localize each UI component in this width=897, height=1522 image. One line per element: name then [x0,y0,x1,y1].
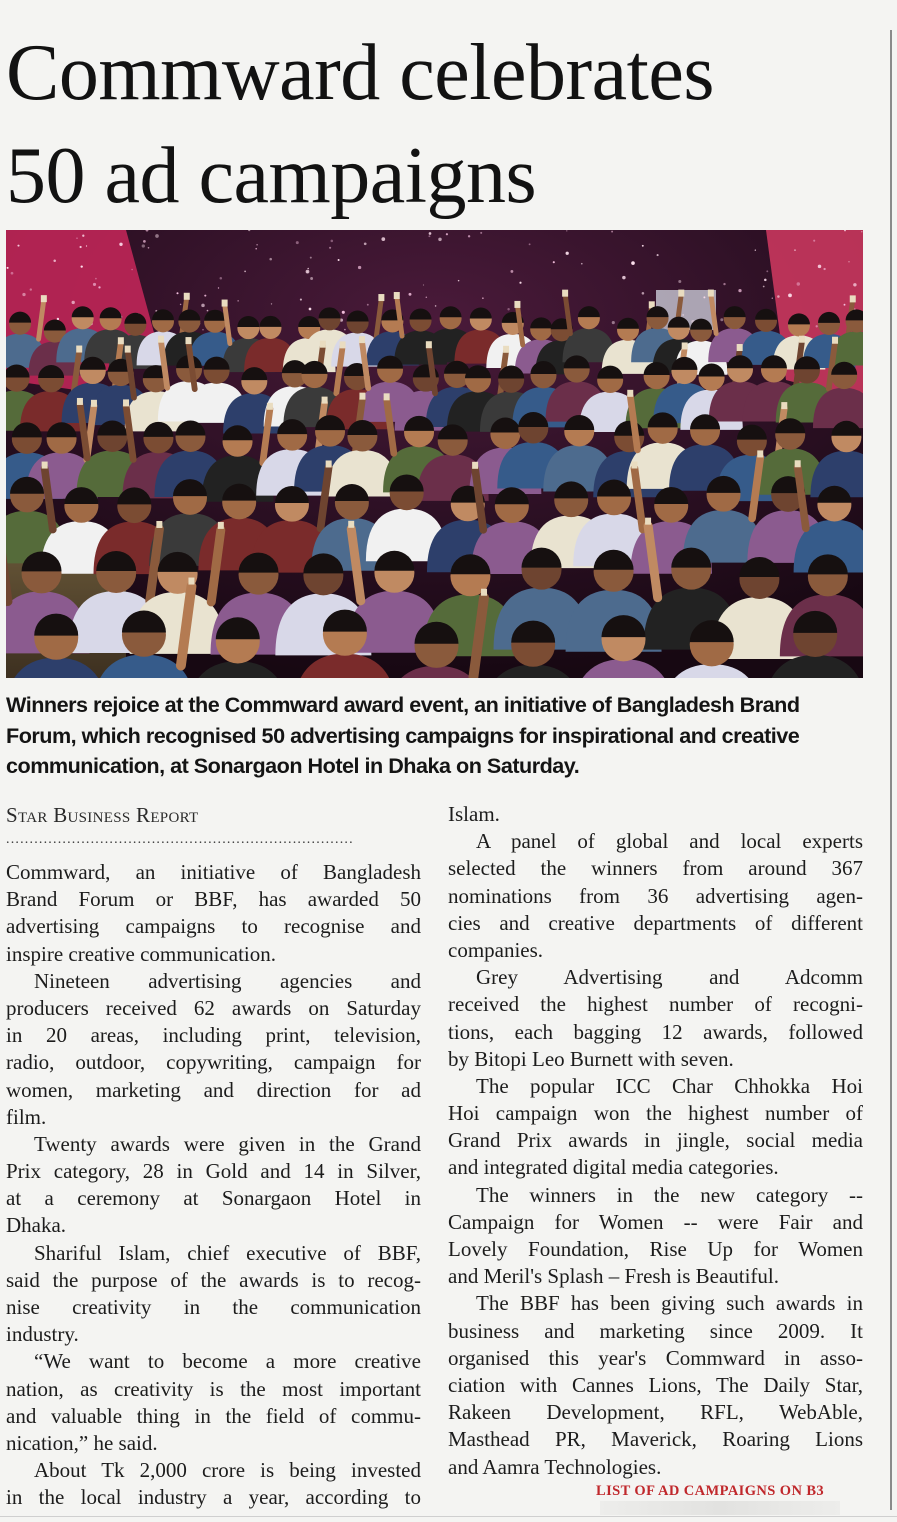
stage-light [271,303,272,304]
photo-caption [6,690,866,782]
stage-light [678,280,681,283]
stage-light [553,261,555,263]
text-line: nominations from 36 advertising agen- [448,883,863,908]
text-line: at a ceremony at Sonargaon Hotel in [6,1186,421,1211]
stage-light [764,279,767,282]
stage-light [438,238,441,241]
stage-light [256,244,258,246]
stage-light [95,278,97,280]
stage-light [861,231,862,232]
text-line: advertising campaigns to recognise and [6,914,421,939]
stage-light [7,267,9,269]
stage-light [364,242,367,245]
bottom-rule [0,1516,897,1517]
text-line: by Bitopi Leo Burnett with seven. [448,1046,734,1071]
text-line: Islam. [448,802,500,826]
stage-light [510,270,513,273]
text-line: Grey Advertising and Adcomm [476,965,863,990]
stage-light [788,294,792,298]
stage-light [338,259,340,261]
text-line: film. [6,1104,47,1129]
text-line: Lovely Foundation, Rise Up for Women [448,1237,863,1261]
stage-light [777,295,780,298]
text-line: radio, outdoor, copywriting, campaign for [6,1050,421,1075]
ghost-print [600,1501,840,1515]
stage-light [22,293,25,296]
text-line: women, marketing and direction for ad [6,1077,421,1102]
stage-light [409,293,412,296]
stage-light [80,246,82,248]
text-line: and Aamra Technologies. [448,1454,662,1479]
text-line: Nineteen advertising agencies and [34,968,421,993]
stage-light [723,283,725,285]
text-line: nication,” he said. [6,1430,158,1455]
stage-light [310,277,313,280]
text-line: Shariful Islam, chief executive of BBF, [34,1240,421,1265]
stage-light [818,265,822,269]
stage-light [244,271,246,273]
text-line: inspire creative communication. [6,941,276,966]
stage-light [142,244,145,247]
stage-light [155,234,159,238]
stage-light [180,304,182,306]
stage-light [119,243,122,246]
stage-light [269,258,272,261]
article-column-left [6,801,421,1512]
text-line: nation, as creativity is the most important [6,1376,421,1401]
text-line: said the purpose of the awards is to recog- [6,1267,421,1292]
article-column-right [448,801,863,1481]
caption-line: Forum, which recognised 50 advertising campaigns for inspirational and creative [6,722,800,748]
stage-light [81,265,83,267]
stage-light [307,268,309,270]
headline-line-2: 50 ad campaigns [6,132,537,220]
text-line: tions, each bagging 12 awards, followed [448,1019,863,1044]
byline: Star Business Report [6,803,199,827]
stage-light [17,245,19,247]
stage-light [86,245,87,246]
text-line: Brand Forum or BBF, has awarded 50 [6,887,421,912]
stage-light [342,311,345,314]
text-line: received the highest number of recogni- [448,992,863,1017]
stage-light [204,295,206,297]
stage-light [797,282,800,285]
stage-light [255,248,257,250]
text-line: Twenty awards were given in the Grand [34,1131,421,1156]
text-line: Campaign for Women -- were Fair and [448,1209,863,1234]
headline [6,22,886,228]
text-line: business and marketing since 2009. It [448,1318,863,1343]
stage-light [720,318,723,321]
text-line: The BBF has been giving such awards in [476,1291,863,1316]
column-rule [890,30,892,1510]
stage-light [300,299,302,301]
stage-light [642,245,644,247]
stage-light [631,261,635,265]
stage-light [446,233,448,235]
stage-light [848,261,849,262]
stage-light [76,237,78,239]
stage-light [306,270,310,274]
stage-light [218,287,219,288]
stage-light [581,263,583,265]
stage-light [207,310,209,312]
text-line: organised this year's Commward in asso- [448,1345,863,1370]
caption-line: Winners rejoice at the Commward award event, an initiative of Bangladesh Brand [6,692,800,717]
continuation-link[interactable]: LIST OF AD CAMPAIGNS ON B3 [596,1483,825,1499]
stage-light [612,321,615,324]
stage-light [176,292,178,294]
stage-light [72,301,75,304]
stage-light [344,329,346,331]
text-line: industry. [6,1322,79,1347]
text-line: ciation with Cannes Lions, The Daily Star, [448,1372,863,1397]
text-line: and Meril's Splash – Fresh is Beautiful. [448,1264,780,1289]
stage-light [813,240,815,242]
stage-light [823,268,825,270]
stage-light [794,249,796,251]
text-line: nise creativity in the communication [6,1295,421,1319]
stage-light [458,280,460,282]
stage-light [853,283,856,286]
stage-light [566,230,567,231]
stage-light [331,240,334,243]
stage-light [423,284,424,285]
stage-light [98,286,100,288]
stage-light [53,260,56,263]
stage-light [435,305,437,307]
stage-light [131,269,133,271]
stage-light [310,257,312,259]
text-line: in 20 areas, including print, television, [6,1023,421,1048]
stage-light [426,297,428,299]
stage-light [201,304,205,308]
stage-light [657,254,659,256]
stage-light [482,297,484,299]
text-line: “We want to become a more creative [34,1349,421,1374]
stage-light [763,286,765,288]
text-line: Rakeen Development, RFL, WebAble, [448,1400,863,1425]
text-line: companies. [448,937,544,962]
crowd-photo-illustration [6,230,863,678]
headline-line-1: Commward celebrates [6,29,714,117]
stage-light [772,297,773,298]
text-line: producers received 62 awards on Saturday [6,995,421,1020]
stage-light [738,289,741,292]
text-line: cies and creative departments of different [448,910,863,935]
stage-light [82,235,84,237]
stage-light [566,252,569,255]
text-line: Commward, an initiative of Bangladesh [6,860,421,884]
stage-light [529,243,531,245]
stage-light [480,232,482,234]
stage-light [11,272,14,275]
text-line: and integrated digital media categories. [448,1155,779,1180]
stage-light [309,308,312,311]
text-line: The winners in the new category -- [476,1182,863,1207]
stage-light [703,296,705,298]
stage-light [429,232,432,235]
stage-light [844,304,846,306]
text-line: About Tk 2,000 crore is being invested [34,1458,421,1483]
stage-light [428,235,430,237]
stage-light [238,300,239,301]
text-line: A panel of global and local experts [476,829,863,854]
stage-light [367,304,369,306]
stage-light [93,283,96,286]
stage-light [30,288,32,290]
stage-light [611,231,613,233]
stage-light [622,276,625,279]
text-line: Prix category, 28 in Gold and 14 in Silver, [6,1159,421,1184]
stage-light [329,247,331,249]
stage-light [766,270,768,272]
stage-light [148,247,150,249]
stage-light [358,266,361,269]
stage-light [468,235,470,237]
text-line: Masthead PR, Maverick, Roaring Lions [448,1427,863,1452]
stage-light [381,237,385,241]
text-line: selected the winners from around 367 [448,856,863,881]
stage-light [202,329,204,331]
stage-light [755,250,756,251]
stage-light [220,277,223,280]
stage-light [296,241,299,244]
text-line: in the local industry a year, according to [6,1485,421,1510]
stage-light [816,325,818,327]
stage-light [143,240,146,243]
text-line: and valuable thing in the field of commu- [6,1403,421,1428]
byline-divider: .......................................................................... [6,833,354,847]
stage-light [519,282,521,284]
stage-light [642,292,645,295]
event-photo [6,230,863,678]
stage-light [507,308,509,310]
text-line: Hoi campaign won the highest number of [448,1101,863,1126]
text-line: The popular ICC Char Chhokka Hoi [476,1073,863,1098]
text-line: Dhaka. [6,1213,67,1238]
stage-light [682,314,684,316]
caption-line: communication, at Sonargaon Hotel in Dhaka on Saturday. [6,753,580,778]
text-line: Grand Prix awards in jingle, social media [448,1128,863,1153]
